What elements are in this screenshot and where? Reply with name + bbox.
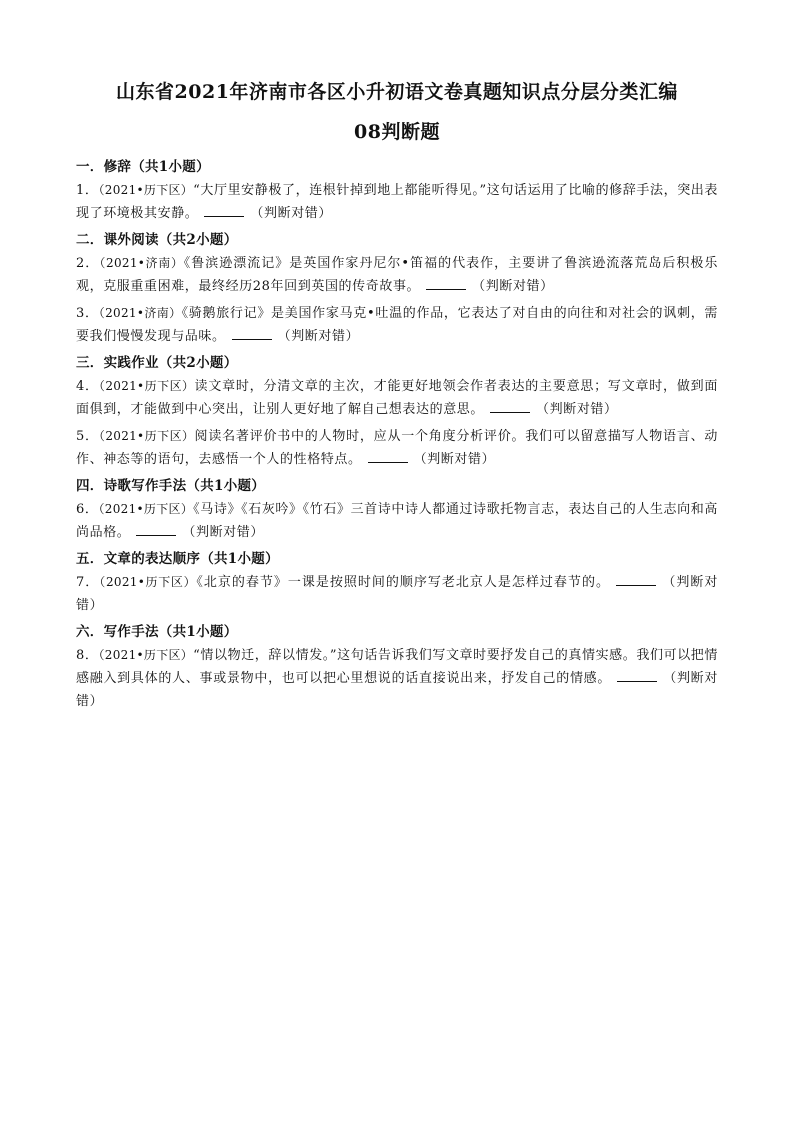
section-practice-homework <box>76 352 718 471</box>
answer-blank[interactable] <box>616 573 656 586</box>
document-subtitle: 08判断题 <box>354 121 440 143</box>
section-rhetoric <box>76 156 718 225</box>
question-text: “情以物迁，辞以情发。”这句话告诉我们写文章时要抒发自己的真情实感。我们可以把情感融入到具体的人、事或景物中，也可以把心里想说的话直接说出来，抒发自己的情感。 <box>76 648 718 686</box>
section-heading: 四．诗歌写作手法（共1小题） <box>76 478 266 494</box>
question-text: 《骑鹅旅行记》是美国作家马克•吐温的作品，它表达了对自由的向往和对社会的讽刺，需要我们慢慢发现与品味。 <box>76 306 718 344</box>
answer-blank[interactable] <box>136 523 176 536</box>
question-source: （2021•历下区） <box>98 648 194 662</box>
section-heading: 六．写作手法（共1小题） <box>76 624 238 640</box>
question-suffix: （判断对错） <box>536 402 618 417</box>
answer-blank[interactable] <box>368 450 408 463</box>
question-text: 《马诗》《石灰吟》《竹石》三首诗中诗人都通过诗歌托物言志，表达自己的人生志向和高尚品格。 <box>76 502 718 540</box>
question-suffix: （判断对错） <box>413 452 496 467</box>
question-source: （2021•历下区） <box>99 575 197 589</box>
question-suffix: （判断对错） <box>76 671 718 709</box>
question-text: 读文章时，分清文章的主次，才能更好地领会作者表达的主要意思；写文章时，做到面面俱到，才能做到中心突出，让别人更好地了解自己想表达的意思。 <box>76 379 718 417</box>
question-source: （2021•历下区） <box>98 502 194 516</box>
section-heading: 一．修辞（共1小题） <box>76 159 210 175</box>
question-item <box>76 571 718 617</box>
question-number: 1． <box>76 183 99 198</box>
question-text: “大厅里安静极了，连根针掉到地上都能听得见。”这句话运用了比喻的修辞手法，突出表现了环境极其安静。 <box>76 183 718 221</box>
answer-blank[interactable] <box>617 669 657 682</box>
question-item <box>76 644 718 713</box>
answer-blank[interactable] <box>490 400 530 413</box>
document-title: 山东省2021年济南市各区小升初语文卷真题知识点分层分类汇编 <box>116 81 678 103</box>
question-item <box>76 302 718 348</box>
question-text: 阅读名著评价书中的人物时，应从一个角度分析评价。我们可以留意描写人物语言、动作、神态等的语句，去感悟一个人的性格特点。 <box>76 429 718 467</box>
question-suffix: （判断对错） <box>250 206 333 221</box>
question-number: 2． <box>76 256 100 271</box>
question-number: 3． <box>76 306 99 321</box>
section-writing-techniques <box>76 621 718 713</box>
question-item <box>76 179 718 225</box>
section-heading: 五．文章的表达顺序（共1小题） <box>76 551 279 567</box>
question-number: 5． <box>76 429 99 444</box>
question-source: （2021•济南） <box>98 306 182 320</box>
question-item <box>76 425 718 471</box>
section-heading: 二．课外阅读（共2小题） <box>76 232 238 248</box>
question-text: 《鲁滨逊漂流记》是英国作家丹尼尔•笛福的代表作，主要讲了鲁滨逊流落荒岛后积极乐观，克服重重困难，最终经历28年回到英国的传奇故事。 <box>76 256 718 294</box>
section-heading: 三．实践作业（共2小题） <box>76 355 238 371</box>
question-number: 8． <box>76 648 99 663</box>
question-item <box>76 375 718 421</box>
question-source: （2021•历下区） <box>98 429 195 443</box>
question-suffix: （判断对错） <box>277 329 360 344</box>
question-item <box>76 252 718 298</box>
question-item <box>76 498 718 544</box>
section-extracurricular-reading <box>76 229 718 348</box>
section-poetry-writing-techniques <box>76 475 718 544</box>
section-expression-order <box>76 548 718 617</box>
answer-blank[interactable] <box>204 204 244 217</box>
question-number: 6． <box>76 502 99 517</box>
question-source: （2021•历下区） <box>98 379 195 393</box>
answer-blank[interactable] <box>426 277 466 290</box>
question-number: 7． <box>76 575 100 590</box>
question-source: （2021•历下区） <box>98 183 194 197</box>
question-text: 《北京的春节》一课是按照时间的顺序写老北京人是怎样过春节的。 <box>196 575 610 590</box>
question-suffix: （判断对错） <box>472 279 554 294</box>
question-source: （2021•济南） <box>99 256 184 270</box>
question-number: 4． <box>76 379 99 394</box>
answer-blank[interactable] <box>232 327 272 340</box>
question-suffix: （判断对错） <box>182 525 265 540</box>
question-suffix: （判断对错） <box>76 575 718 613</box>
